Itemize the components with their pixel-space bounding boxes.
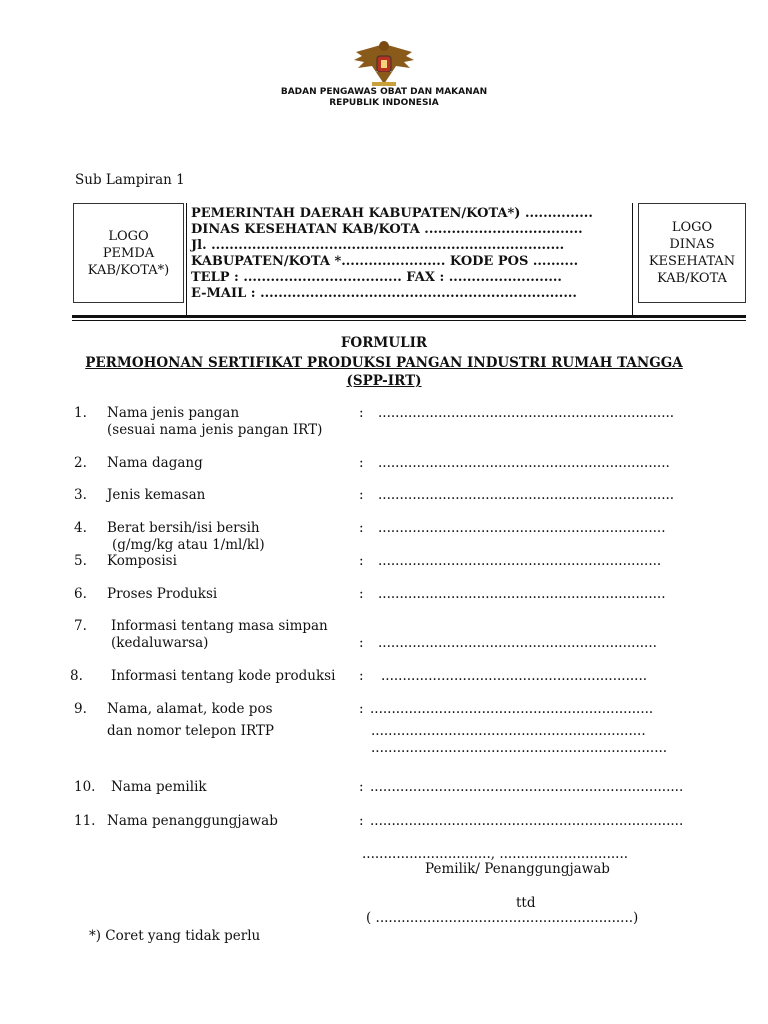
field-number: 5. [74, 553, 87, 569]
field-label: Nama penanggungjawab [107, 813, 278, 829]
signature-role: Pemilik/ Penanggungjawab [425, 861, 610, 877]
signature-name-line[interactable]: ( ............................................................) [366, 910, 639, 926]
field-colon: : [359, 455, 364, 471]
field-colon: : [359, 701, 364, 717]
field-colon: : [359, 520, 364, 536]
field-colon: : [359, 668, 364, 684]
field-label: Nama dagang [107, 455, 203, 471]
field-colon: : [359, 405, 364, 421]
field-colon: : [359, 553, 364, 569]
logo-left-line: LOGO [108, 228, 149, 244]
field-number: 8. [70, 668, 83, 684]
field-colon: : [359, 635, 364, 651]
field-label: Komposisi [107, 553, 177, 569]
letterhead-line: DINAS KESEHATAN KAB/KOTA ................................... [191, 222, 583, 237]
field-colon: : [359, 586, 364, 602]
field-number: 3. [74, 487, 87, 503]
field-input-dots-line2[interactable]: ................................................................ [371, 723, 646, 739]
field-number: 9. [74, 701, 87, 717]
letterhead-line: TELP : ................................... FAX : ......................... [191, 270, 562, 285]
agency-name-line1: BADAN PENGAWAS OBAT DAN MAKANAN [280, 87, 488, 97]
logo-right-line: KESEHATAN [648, 254, 736, 269]
letterhead-line: Jl. .............................................................................. [191, 238, 565, 253]
field-input-dots[interactable]: .................................................................. [378, 553, 662, 569]
logo-right-line: KAB/KOTA [657, 271, 727, 286]
field-input-dots[interactable]: ................................................................. [378, 635, 657, 651]
field-input-dots[interactable]: .................................................................. [370, 701, 654, 717]
field-number: 4. [74, 520, 87, 536]
letterhead-line: KABUPATEN/KOTA *....................... KODE POS .......... [191, 254, 579, 269]
field-number: 1. [74, 405, 87, 421]
field-input-dots[interactable]: ......................................................................... [370, 813, 684, 829]
field-input-dots[interactable]: .............................................................. [381, 668, 648, 684]
sub-lampiran-label: Sub Lampiran 1 [75, 172, 185, 188]
field-input-dots[interactable]: ..................................................................... [378, 487, 675, 503]
form-title: FORMULIR [340, 335, 428, 351]
field-label: Nama pemilik [111, 779, 207, 795]
field-input-dots[interactable]: ................................................................... [378, 520, 666, 536]
field-input-dots[interactable]: .................................................................... [378, 455, 670, 471]
field-input-dots[interactable]: ..................................................................... [378, 405, 675, 421]
garuda-emblem-icon [350, 38, 418, 88]
field-label: Informasi tentang kode produksi [111, 668, 336, 684]
field-label: Informasi tentang masa simpan [111, 618, 328, 634]
field-label: Nama jenis pangan [107, 405, 240, 421]
field-sublabel: dan nomor telepon IRTP [107, 723, 274, 739]
field-colon: : [359, 487, 364, 503]
logo-right-line: DINAS [669, 237, 715, 252]
field-colon: : [359, 813, 364, 829]
logo-left-line: PEMDA [102, 245, 155, 261]
field-number: 11. [74, 813, 96, 829]
logo-left-line: KAB/KOTA*) [87, 262, 170, 278]
field-sublabel: (sesuai nama jenis pangan IRT) [107, 422, 323, 438]
logo-right-line: LOGO [671, 220, 713, 235]
field-label: Berat bersih/isi bersih [107, 520, 260, 536]
logo-pemda-placeholder [73, 203, 184, 303]
signature-place-date[interactable]: .............................., .............................. [362, 846, 629, 862]
field-label: Proses Produksi [107, 586, 218, 602]
form-subtitle-abbr: (SPP-IRT) [346, 373, 422, 389]
footnote: *) Coret yang tidak perlu [89, 928, 261, 944]
field-label: Jenis kemasan [107, 487, 206, 503]
signature-ttd: ttd [516, 895, 536, 911]
field-number: 10. [74, 779, 96, 795]
form-subtitle: PERMOHONAN SERTIFIKAT PRODUKSI PANGAN INDUSTRI RUMAH TANGGA [85, 355, 683, 371]
field-input-dots[interactable]: ......................................................................... [370, 779, 684, 795]
field-sublabel: (g/mg/kg atau 1/ml/kl) [112, 537, 265, 553]
logo-dinas-placeholder [638, 203, 746, 303]
agency-name-line2: REPUBLIK INDONESIA [329, 98, 439, 108]
field-number: 7. [74, 618, 87, 634]
letterhead-divider-right [632, 203, 633, 317]
field-label: Nama, alamat, kode pos [107, 701, 273, 717]
field-input-dots-line3[interactable]: ..................................................................... [371, 740, 668, 756]
letterhead-line: E-MAIL : ...................................................................... [191, 286, 577, 301]
letterhead-thick-rule [72, 315, 746, 318]
letterhead-thin-rule [72, 320, 746, 321]
field-input-dots[interactable]: ................................................................... [378, 586, 666, 602]
letterhead-divider-left [186, 203, 187, 317]
field-colon: : [359, 779, 364, 795]
field-number: 2. [74, 455, 87, 471]
field-sublabel: (kedaluwarsa) [111, 635, 209, 651]
letterhead-line: PEMERINTAH DAERAH KABUPATEN/KOTA*) ............... [191, 206, 593, 221]
field-number: 6. [74, 586, 87, 602]
